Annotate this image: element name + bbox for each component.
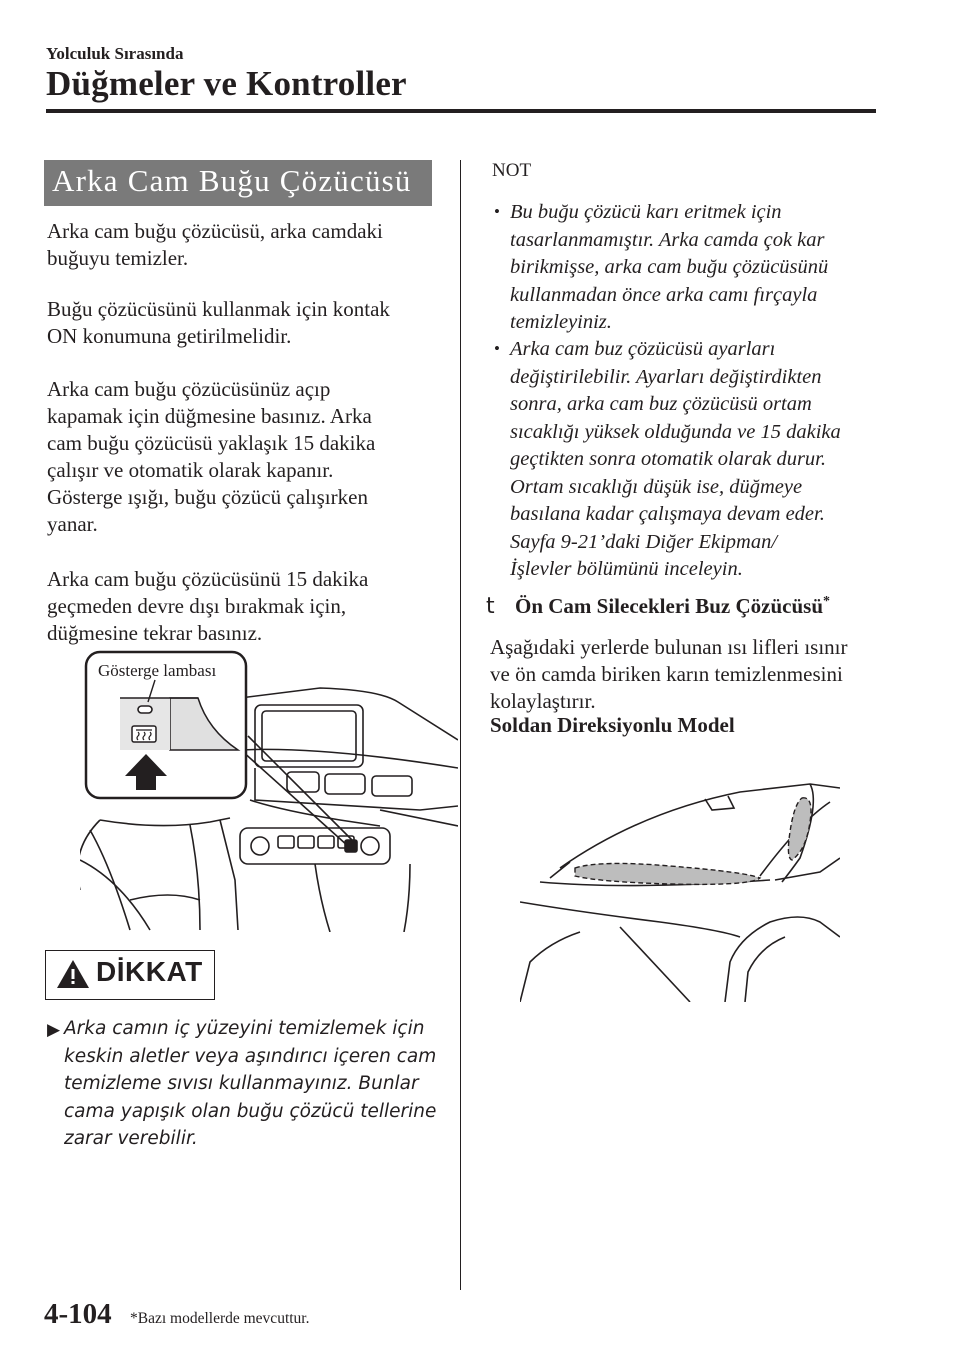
chapter-title: Düğmeler ve Kontroller: [46, 64, 407, 103]
header-rule: [46, 109, 876, 113]
paragraph-3: Arka cam buğu çözücüsünüz açıp kapamak için düğmesine basınız. Arka cam buğu çözücüsü yaklaşık 15 dakika çalışır ve otomatik olarak kapanır. Gösterge ışığı, buğu çözücü çalışırken yanar.: [47, 377, 376, 536]
subsection-paragraph: Aşağıdaki yerlerde bulunan ısı lifleri ısınır ve ön camda biriken karın temizlenmesini kolaylaştırır.: [490, 635, 848, 713]
note-1: Bu buğu çözücü karı eritmek için tasarlanmamıştır. Arka camda çok kar birikmişse, arka cam buğu çözücüsünü kullanmadan önce arka camı fırçayla temizleyiniz.: [510, 201, 829, 333]
note-title: NOT: [492, 160, 532, 181]
section-marker: t: [486, 594, 495, 619]
warning-arrow-icon: ▶: [47, 1020, 61, 1039]
note-bullet-2: •: [494, 339, 500, 358]
note-bullet-1: •: [494, 202, 500, 221]
warning-icon: [55, 958, 91, 990]
windshield-illustration: [520, 762, 840, 1002]
page-number: 4-104: [44, 1298, 112, 1330]
column-divider: [460, 160, 461, 1290]
note-2: Arka cam buz çözücüsü ayarları değiştirilebilir. Ayarları değiştirdikten sonra, arka cam buz çözücüsü ortam sıcaklığı yüksek olduğunda ve 15 dakika geçtikten sonra otomatik olarak durur. Ortam sıcaklığı düşük ise, düğmeye basılana kadar çalışmaya devam eder. Sayfa 9-21’daki Diğer Ekipman/ İşlevler bölümünü inceleyin.: [510, 338, 841, 580]
footnote: *Bazı modellerde mevcuttur.: [130, 1310, 310, 1327]
dashboard-illustration: [80, 650, 458, 932]
paragraph-4: Arka cam buğu çözücüsünü 15 dakika geçmeden devre dışı bırakmak için, düğmesine tekrar basınız.: [47, 567, 369, 645]
paragraph-1: Arka cam buğu çözücüsü, arka camdaki buğuyu temizler.: [47, 219, 383, 270]
section-title: Yolculuk Sırasında: [46, 44, 184, 63]
subsection-title: Ön Cam Silecekleri Buz Çözücüsü*: [515, 594, 830, 618]
model-title: Soldan Direksiyonlu Model: [490, 713, 735, 737]
warning-title: DİKKAT: [96, 956, 203, 987]
topic-title: Arka Cam Buğu Çözücüsü: [52, 163, 412, 198]
warning-text: Arka camın iç yüzeyini temizlemek için keskin aletler veya aşındırıcı içeren cam temizleme sıvısı kullanmayınız. Bunlar cama yapışık olan buğu çözücü tellerine zarar verebilir.: [64, 1018, 437, 1149]
paragraph-2: Buğu çözücüsünü kullanmak için kontak ON konumuna getirilmelidir.: [47, 297, 390, 348]
indicator-label: Gösterge lambası: [98, 661, 217, 680]
